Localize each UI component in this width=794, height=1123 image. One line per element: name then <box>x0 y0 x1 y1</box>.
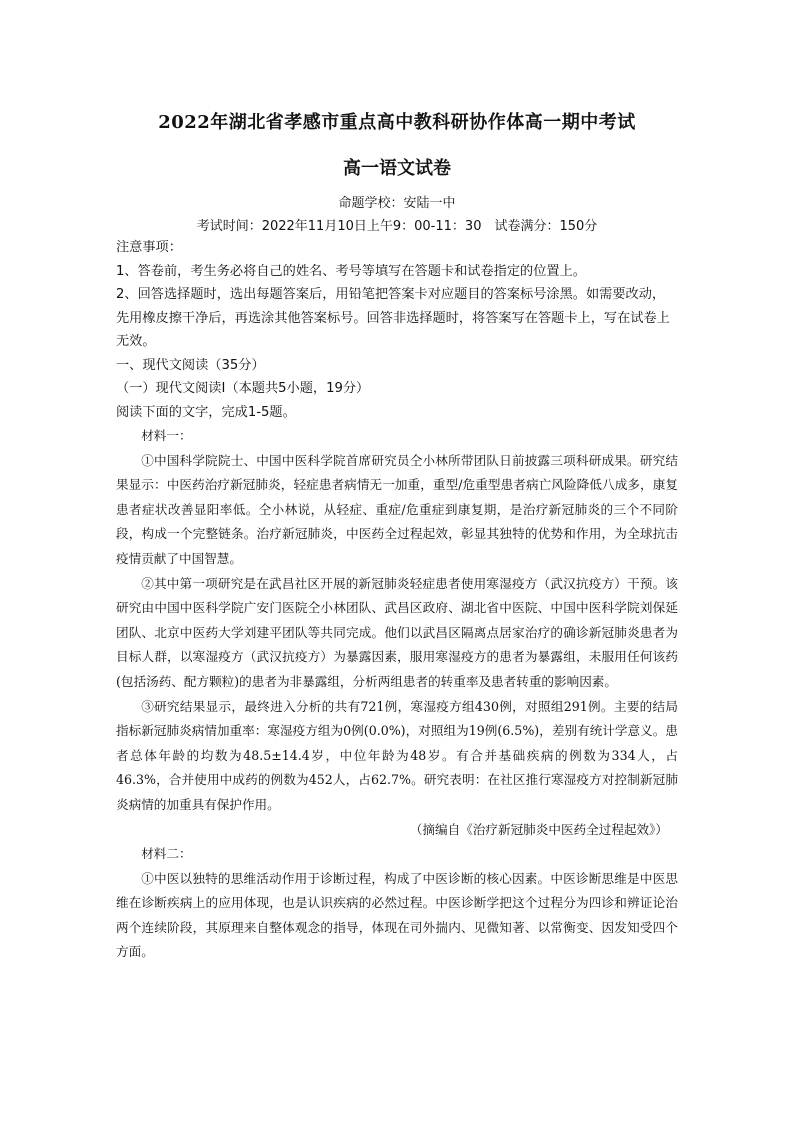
material-one <box>116 424 678 842</box>
material-two-label: 材料二： <box>141 846 192 862</box>
reading-instruction: 阅读下面的文字，完成1-5题。 <box>116 404 296 420</box>
material-two <box>116 842 678 965</box>
material-two-paragraph-1: ①中医以独特的思维活动作用于诊断过程，构成了中医诊断的核心因素。中医诊断思维是中医思维在诊断疾病上的应用体现，也是认识疾病的必然过程。中医诊断学把这个过程分为四诊和辨证论治两个连续阶段，其原理来自整体观念的指导，体现在司外揣内、见微知著、以常衡变、因发知受四个方面。 <box>116 870 678 960</box>
notice-item-2: 2、回答选择题时，选出每题答案后，用铅笔把答案卡对应题目的答案标号涂黑。如需要改动，先用橡皮擦干净后，再选涂其他答案标号。回答非选择题时，将答案写在答题卡上，写在试卷上无效。 <box>116 287 670 349</box>
school-line: 命题学校：安陆一中 <box>338 196 456 211</box>
material-one-paragraph-1: ①中国科学院院士、中国中医科学院首席研究员仝小林所带团队日前披露三项科研成果。研究结果显示：中医药治疗新冠肺炎，轻症患者病情无一加重，重型/危重型患者病亡风险降低八成多，康复患者症状改善显阳率低。仝小林说，从轻症、重症/危重症到康复期，是治疗新冠肺炎的三个不同阶段，构成一个完整链条。治疗新冠肺炎，中医药全过程起效，彰显其独特的优势和作用，为全球抗击疫情贡献了中国智慧。 <box>116 452 678 566</box>
exam-title: 2022年湖北省孝感市重点高中教科研协作体高一期中考试 <box>158 112 636 133</box>
sub-section-heading: （一）现代文阅读Ⅰ（本题共5小题，19分） <box>116 381 370 396</box>
exam-info-line: 考试时间：2022年11月10日上午9：00-11：30 试卷满分：150分 <box>196 219 598 234</box>
material-one-label: 材料一： <box>141 428 192 443</box>
material-one-source: （摘编自《治疗新冠肺炎中医药全过程起效》） <box>409 821 668 837</box>
section-heading: 一、现代文阅读（35分） <box>116 357 265 373</box>
notice-block <box>116 236 678 424</box>
material-one-paragraph-3: ③研究结果显示，最终进入分析的共有721例，寒湿疫方组430例，对照组291例。主要的结局指标新冠肺炎病情加重率：寒湿疫方组为0例(0.0%)，对照组为19例(6.5%)，差别有统计学意义。患者总体年龄的均数为48.5±14.4岁，中位年龄为48岁。有合并基础疾病的例数为334人，占46.3%，合并使用中成药的例数为452人，占62.7%。研究表明：在社区推行寒湿疫方对控制新冠肺炎病情的加重具有保护作用。 <box>116 698 678 812</box>
notice-heading: 注意事项： <box>116 240 182 255</box>
notice-item-1: 1、答卷前，考生务必将自己的姓名、考号等填写在答题卡和试卷指定的位置上。 <box>116 263 586 279</box>
paper-subtitle: 高一语文试卷 <box>343 158 451 179</box>
material-one-paragraph-2: ②其中第一项研究是在武昌社区开展的新冠肺炎轻症患者使用寒湿疫方（武汉抗疫方）干预。该研究由中国中医科学院广安门医院仝小林团队、武昌区政府、湖北省中医院、中国中医科学院刘保延团队、北京中医药大学刘建平团队等共同完成。他们以武昌区隔离点居家治疗的确诊新冠肺炎患者为目标人群，以寒湿疫方（武汉抗疫方）为暴露因素，服用寒湿疫方的患者为暴露组，未服用任何该药(包括汤药、配方颗粒)的患者为非暴露组，分析两组患者的转重率及患者转重的影响因素。 <box>116 575 678 689</box>
